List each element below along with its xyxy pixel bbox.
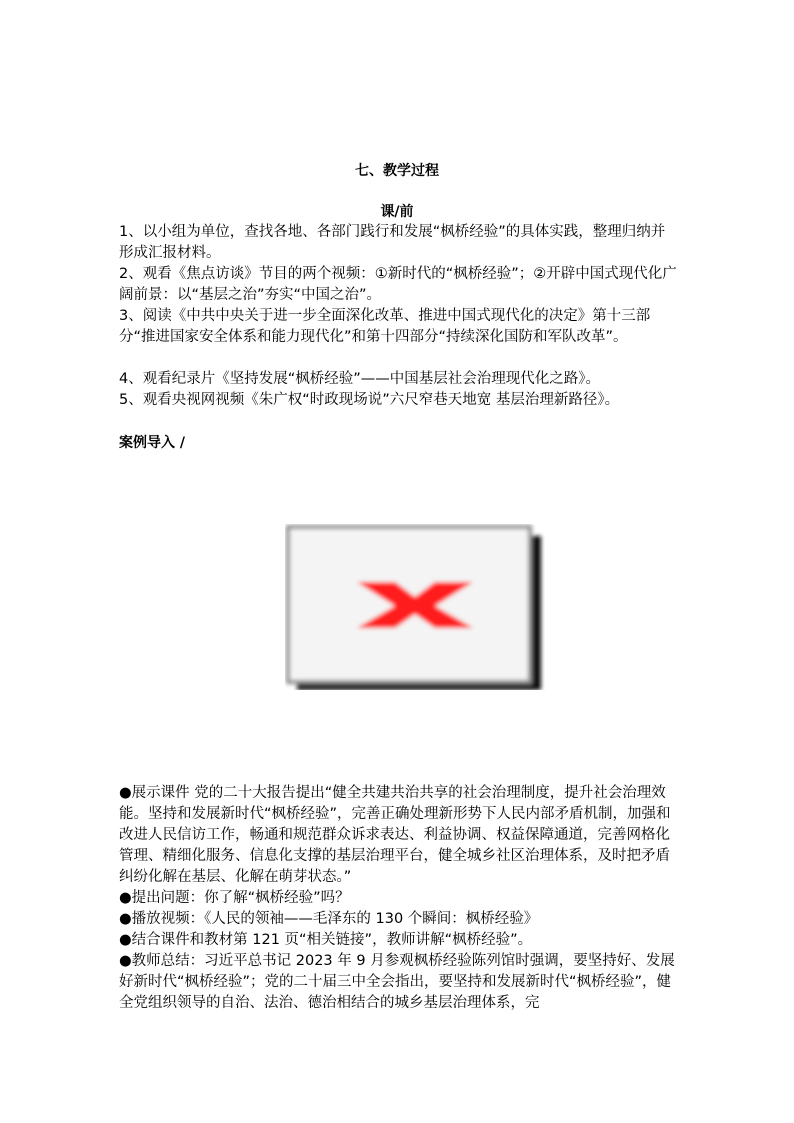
activity-summary: ●教师总结：习近平总书记 2023 年 9 月参观枫桥经验陈列馆时强调，要坚持好、发展好新时代“枫桥经验”；党的二十届三中全会指出，要坚持和发展新时代“枫桥经验”，健全党组织领导的自治、法治、德治相结合的城乡基层治理体系，完: [119, 953, 675, 1011]
broken-image-icon: [285, 524, 545, 690]
section-title: 七、教学过程: [355, 163, 439, 179]
pre-class-item-2: 2、观看《焦点访谈》节目的两个视频：①新时代的“枫桥经验”；②开辟中国式现代化广阔前景：以“基层之治”夯实“中国之治”。: [119, 266, 677, 303]
activity-explain: ●结合课件和教材第 121 页“相关链接”，教师讲解“枫桥经验”。: [119, 932, 533, 948]
pre-class-item-1: 1、以小组为单位，查找各地、各部门践行和发展“枫桥经验”的具体实践，整理归纳并形成汇报材料。: [119, 224, 666, 261]
pre-class-item-5: 5、观看央视网视频《朱广权“时政现场说”六尺窄巷天地宽 基层治理新路径》。: [119, 392, 620, 408]
case-intro-title: 案例导入 /: [119, 435, 185, 451]
activity-question: ●提出问题：你了解“枫桥经验”吗？: [119, 890, 350, 906]
activity-video: ●播放视频：《人民的领袖——毛泽东的 130 个瞬间：枫桥经验》: [119, 911, 539, 927]
pre-class-title: 课/前: [380, 204, 414, 220]
pre-class-item-3: 3、阅读《中共中央关于进一步全面深化改革、推进中国式现代化的决定》第十三部分“推进国家安全体系和能力现代化”和第十四部分“持续深化国防和军队改革”。: [119, 308, 651, 345]
pre-class-item-4: 4、观看纪录片《坚持发展“枫桥经验”——中国基层社会治理现代化之路》。: [119, 371, 600, 387]
activity-courseware: ●展示课件 党的二十大报告提出“健全共建共治共享的社会治理制度，提升社会治理效能。坚持和发展新时代“枫桥经验”，完善正确处理新形势下人民内部矛盾机制，加强和改进人民信访工作，畅通和规范群众诉求表达、利益协调、权益保障通道，完善网格化管理、精细化服务、信息化支撑的基层治理平台，健全城乡社区治理体系，及时把矛盾纠纷化解在基层、化解在萌芽状态。”: [119, 785, 671, 885]
